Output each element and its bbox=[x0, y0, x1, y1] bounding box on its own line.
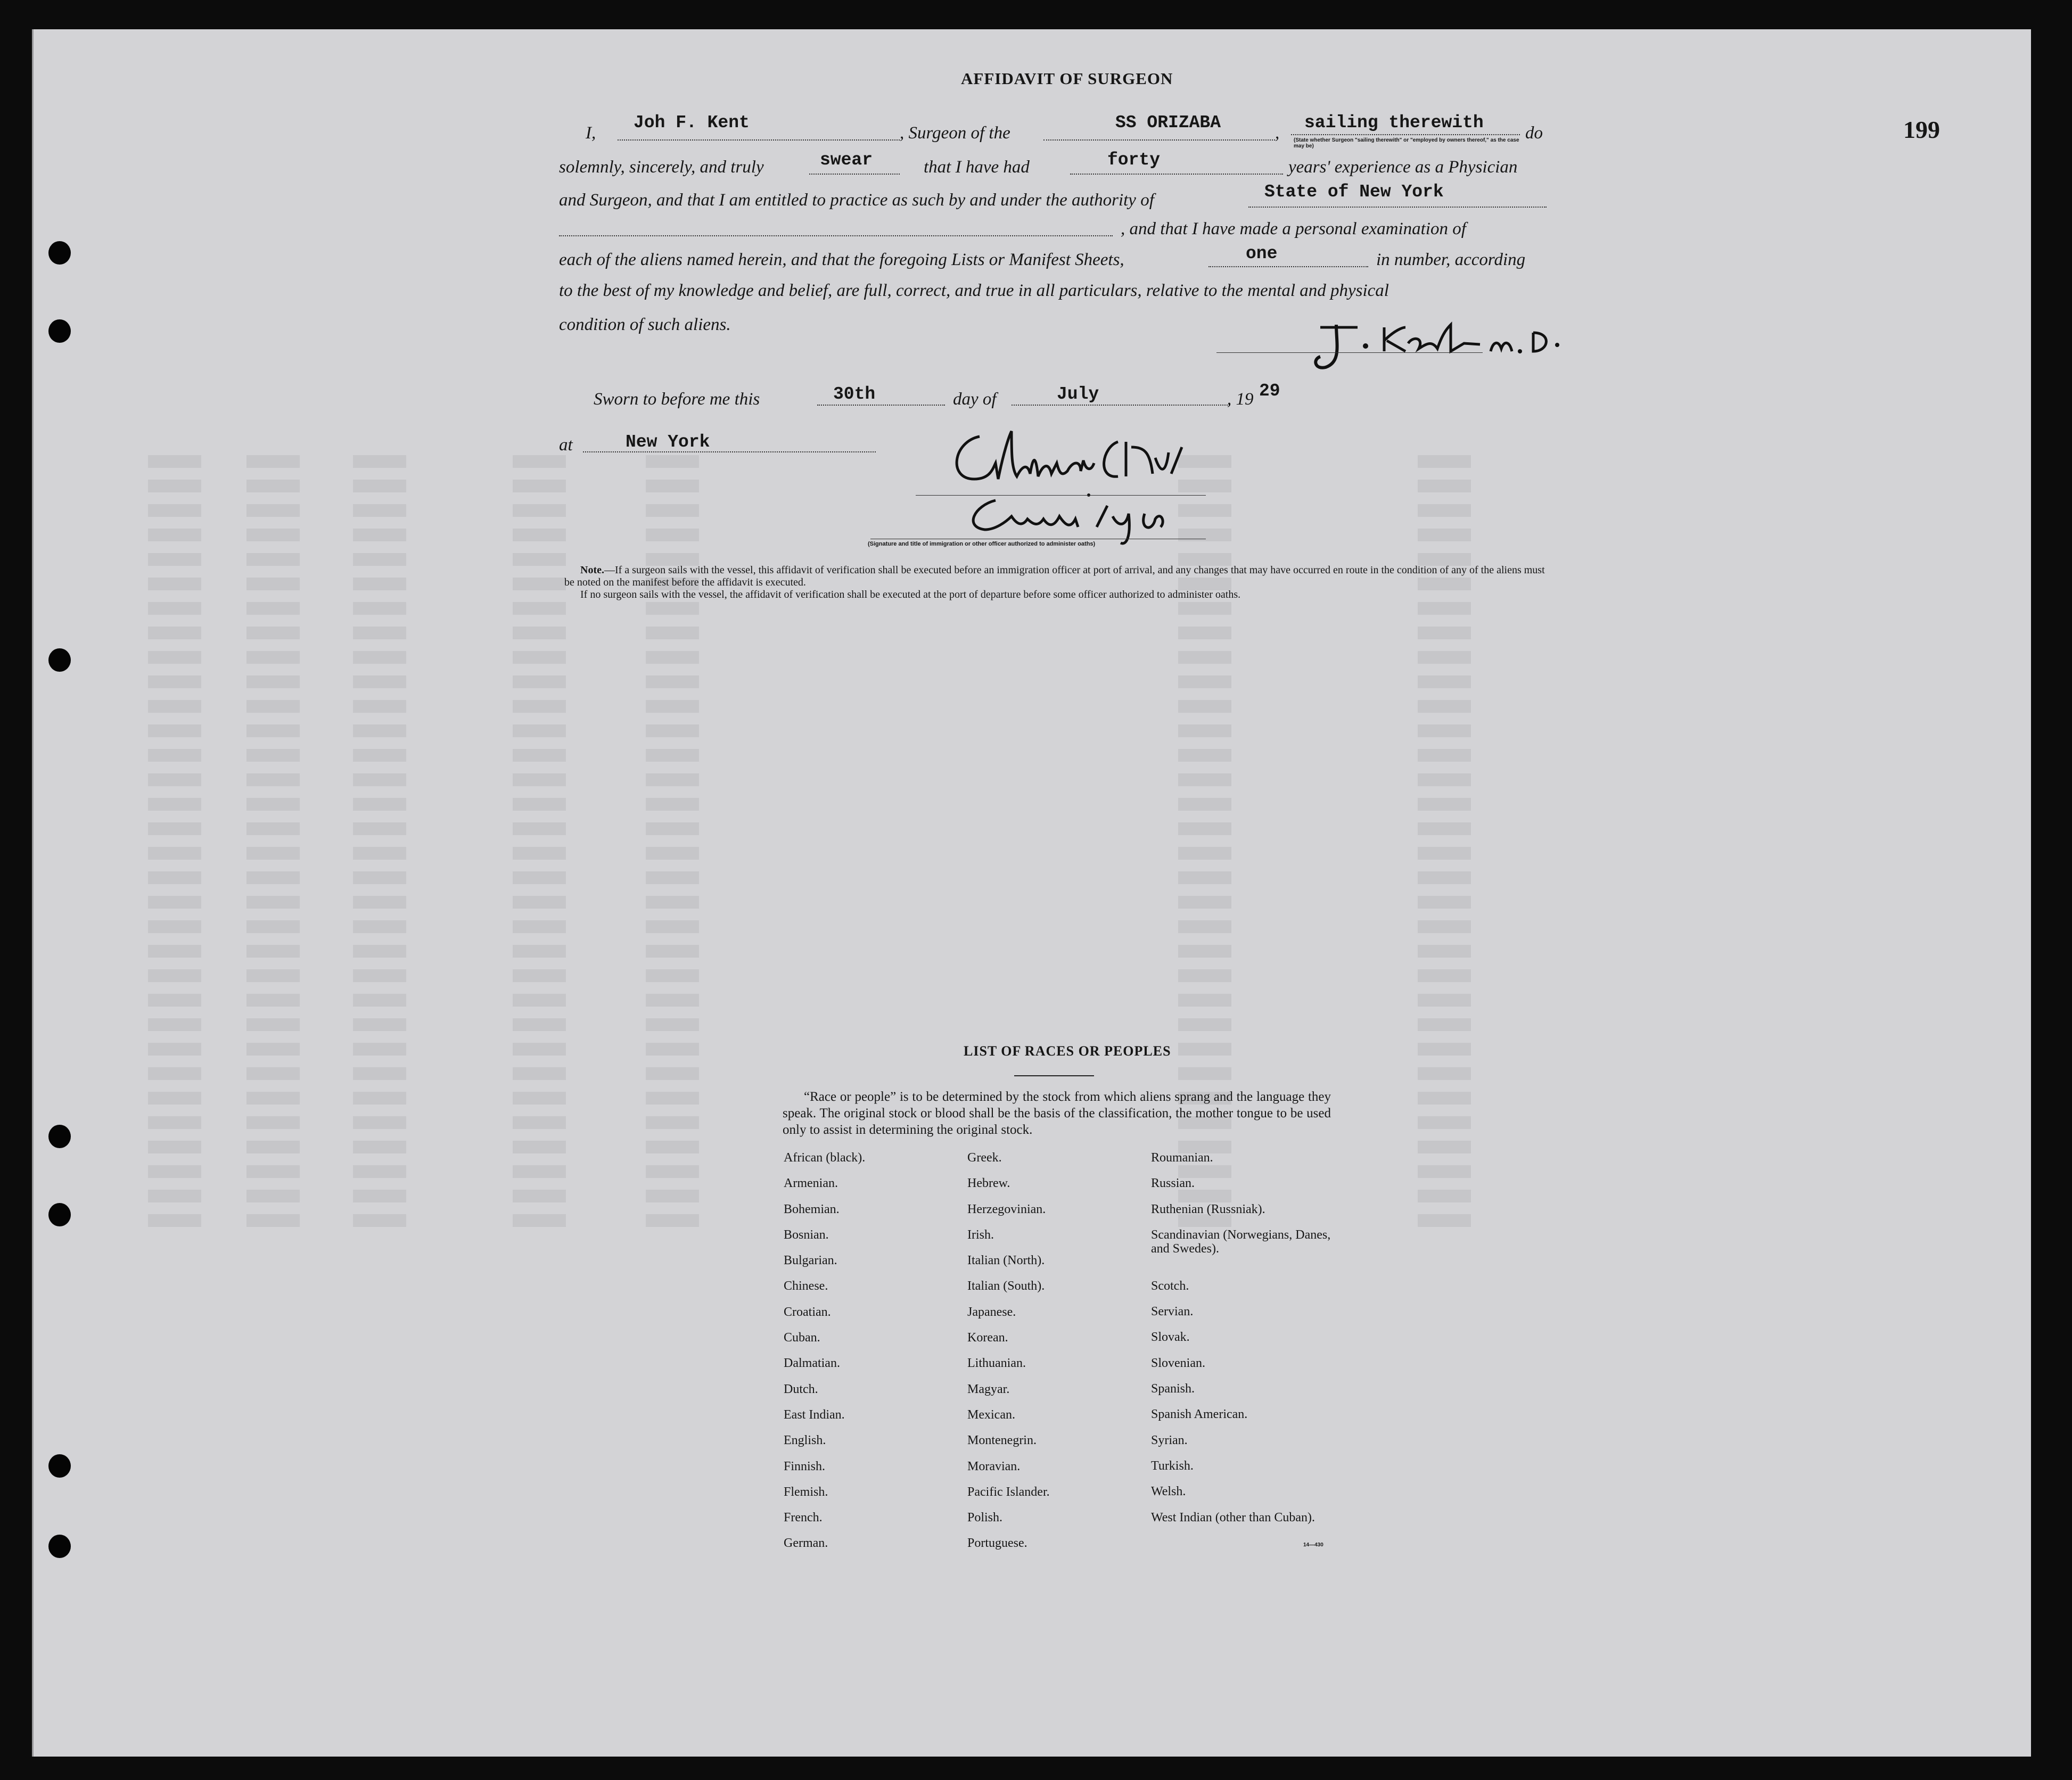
bleed-through-column bbox=[148, 455, 201, 1227]
text-day-of: day of bbox=[953, 390, 997, 409]
race-item: Scotch. bbox=[1151, 1279, 1189, 1293]
race-item: Dutch. bbox=[784, 1382, 818, 1396]
race-item: Slovenian. bbox=[1151, 1356, 1205, 1370]
race-item: Roumanian. bbox=[1151, 1151, 1213, 1165]
sworn-place-rule bbox=[583, 451, 876, 452]
sheet-count: one bbox=[1246, 244, 1278, 263]
sailing-status-rule bbox=[1291, 134, 1520, 135]
note-paragraph-1: —If a surgeon sails with the vessel, this affidavit of verification shall be executed before an immigration officer at port of arrival, and any changes that may have occurred en route in the condition of any of the aliens must be noted on the manifest before the affidavit is executed. bbox=[564, 564, 1545, 588]
race-item: Japanese. bbox=[967, 1305, 1016, 1319]
text-i: I, bbox=[586, 123, 596, 143]
bleed-through-column bbox=[246, 455, 300, 1227]
note-lead: Note. bbox=[580, 564, 604, 576]
race-item: Finnish. bbox=[784, 1459, 826, 1473]
race-item: East Indian. bbox=[784, 1407, 845, 1422]
race-item: Armenian. bbox=[784, 1176, 838, 1191]
vessel-rule bbox=[1043, 139, 1275, 141]
race-item: Pacific Islander. bbox=[967, 1485, 1050, 1499]
affidavit-title: AFFIDAVIT OF SURGEON bbox=[961, 69, 1173, 88]
bleed-through-column bbox=[353, 455, 406, 1227]
affidavit-note bbox=[564, 564, 1555, 601]
race-item: Bohemian. bbox=[784, 1202, 840, 1216]
races-list bbox=[784, 1151, 1348, 1562]
race-item: Hebrew. bbox=[967, 1176, 1010, 1191]
text-knowledge: to the best of my knowledge and belief, are full, correct, and true in all particulars, relative to the mental and physical bbox=[559, 281, 1389, 300]
race-item: Dalmatian. bbox=[784, 1356, 840, 1371]
race-item: Scandinavian (Norwegians, Danes, and Swedes). bbox=[1151, 1227, 1331, 1256]
text-years-experience: years' experience as a Physician bbox=[1288, 158, 1518, 177]
binder-hole bbox=[48, 1535, 71, 1558]
authority-continued-rule bbox=[559, 235, 1113, 236]
years-experience: forty bbox=[1107, 150, 1161, 170]
text-solemnly: solemnly, sincerely, and truly bbox=[559, 158, 764, 177]
race-item: Montenegrin. bbox=[967, 1433, 1037, 1448]
text-that-i-have-had: that I have had bbox=[924, 158, 1030, 177]
surgeon-signature-rule bbox=[1216, 352, 1483, 353]
binder-holes bbox=[48, 29, 80, 1757]
authority: State of New York bbox=[1264, 182, 1444, 202]
race-item: West Indian (other than Cuban). bbox=[1151, 1510, 1315, 1524]
note-paragraph-2: If no surgeon sails with the vessel, the affidavit of verification shall be executed at the port of departure before some officer authorized to administer oaths. bbox=[580, 589, 1241, 600]
text-year-prefix: , 19 bbox=[1227, 390, 1254, 409]
race-item: Slovak. bbox=[1151, 1330, 1190, 1345]
sworn-month: July bbox=[1057, 384, 1099, 404]
officer-signature-rule-1 bbox=[916, 495, 1206, 496]
race-item: Russian. bbox=[1151, 1176, 1195, 1191]
sworn-day: 30th bbox=[833, 384, 876, 404]
races-column-1 bbox=[784, 1151, 967, 1562]
race-item: Spanish American. bbox=[1151, 1407, 1248, 1422]
text-and-surgeon: and Surgeon, and that I am entitled to practice as such by and under the authority of bbox=[559, 191, 1154, 210]
officer-caption: (Signature and title of immigration or other officer authorized to administer oaths) bbox=[868, 541, 1096, 547]
race-item: Welsh. bbox=[1151, 1485, 1186, 1499]
sailing-status: sailing therewith bbox=[1304, 113, 1484, 133]
races-intro: “Race or people” is to be determined by the stock from which aliens sprang and the language they speak. The original stock or blood shall be the basis of the classification, the mother tongue to be used only to assist in determining the original stock. bbox=[783, 1090, 1331, 1137]
race-item: Mexican. bbox=[967, 1407, 1015, 1422]
race-item: Italian (South). bbox=[967, 1279, 1045, 1293]
text-surgeon-of-the: , Surgeon of the bbox=[900, 123, 1010, 143]
oath-type: swear bbox=[820, 150, 873, 170]
race-item: Korean. bbox=[967, 1331, 1008, 1345]
race-item: Syrian. bbox=[1151, 1433, 1188, 1447]
text-each-of-aliens: each of the aliens named herein, and that the foregoing Lists or Manifest Sheets, bbox=[559, 250, 1124, 269]
race-item: African (black). bbox=[784, 1151, 866, 1165]
race-item: Chinese. bbox=[784, 1279, 828, 1293]
race-item: Bulgarian. bbox=[784, 1254, 837, 1268]
binder-hole bbox=[48, 241, 71, 265]
race-item: Herzegovinian. bbox=[967, 1202, 1046, 1216]
race-item: Moravian. bbox=[967, 1459, 1021, 1473]
text-condition: condition of such aliens. bbox=[559, 315, 731, 334]
vessel-name: SS ORIZABA bbox=[1115, 113, 1221, 133]
oath-rule bbox=[809, 174, 900, 175]
text-comma: , bbox=[1275, 123, 1280, 143]
sheet-count-rule bbox=[1208, 266, 1368, 267]
race-item: French. bbox=[784, 1511, 823, 1525]
binder-hole bbox=[48, 1203, 71, 1226]
races-column-2 bbox=[967, 1151, 1151, 1562]
bleed-through-column bbox=[513, 455, 566, 1227]
sworn-month-rule bbox=[1012, 405, 1230, 406]
text-at: at bbox=[559, 435, 573, 455]
sworn-place: New York bbox=[626, 432, 710, 452]
race-item: German. bbox=[784, 1536, 828, 1551]
text-in-number: in number, according bbox=[1376, 250, 1526, 269]
race-item: Croatian. bbox=[784, 1305, 831, 1319]
sworn-year: 29 bbox=[1259, 381, 1280, 401]
binder-hole bbox=[48, 648, 71, 672]
race-item: Servian. bbox=[1151, 1305, 1194, 1319]
text-personal-exam: , and that I have made a personal examination of bbox=[1121, 219, 1466, 238]
text-do: do bbox=[1525, 123, 1543, 143]
race-item: Irish. bbox=[967, 1227, 994, 1242]
race-item: Turkish. bbox=[1151, 1458, 1194, 1473]
years-rule bbox=[1070, 174, 1283, 175]
binder-hole bbox=[48, 319, 71, 343]
text-sworn: Sworn to before me this bbox=[594, 390, 760, 409]
races-title-underline bbox=[1014, 1075, 1094, 1076]
race-item: English. bbox=[784, 1433, 826, 1448]
sworn-day-rule bbox=[817, 405, 945, 406]
race-item: Cuban. bbox=[784, 1331, 820, 1345]
race-item: Flemish. bbox=[784, 1485, 828, 1499]
race-item: Spanish. bbox=[1151, 1382, 1195, 1396]
race-item: Magyar. bbox=[967, 1382, 1010, 1396]
races-column-3 bbox=[1151, 1151, 1348, 1562]
sailing-hint: (State whether Surgeon "sailing therewith" or "employed by owners thereof," as the case may be) bbox=[1294, 137, 1519, 149]
surgeon-name: Joh F. Kent bbox=[634, 113, 750, 133]
authority-rule bbox=[1248, 207, 1547, 208]
races-title: LIST OF RACES OR PEOPLES bbox=[964, 1043, 1171, 1059]
page-number: 199 bbox=[1903, 116, 1940, 143]
race-item: Ruthenian (Russniak). bbox=[1151, 1202, 1265, 1216]
race-item: Lithuanian. bbox=[967, 1356, 1026, 1371]
surgeon-signature bbox=[1299, 311, 1565, 381]
officer-signature bbox=[942, 421, 1240, 548]
form-number: 14—430 bbox=[1303, 1542, 1323, 1548]
surgeon-name-rule bbox=[618, 139, 900, 141]
race-item: Greek. bbox=[967, 1151, 1002, 1165]
race-item: Portuguese. bbox=[967, 1536, 1027, 1551]
binder-hole bbox=[48, 1454, 71, 1478]
race-item: Bosnian. bbox=[784, 1227, 829, 1242]
binder-hole bbox=[48, 1125, 71, 1148]
race-item: Polish. bbox=[967, 1511, 1003, 1525]
race-item: Italian (North). bbox=[967, 1254, 1045, 1268]
